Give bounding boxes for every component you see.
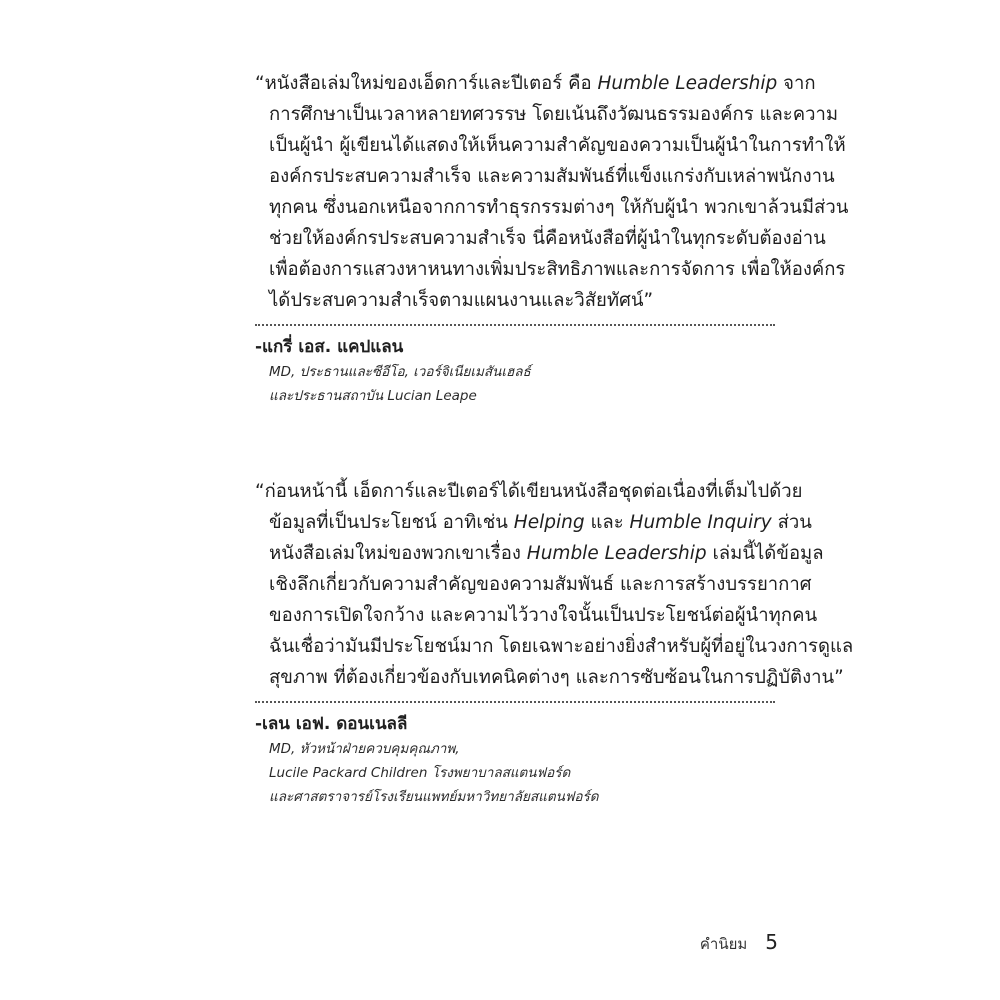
author-affiliation: และประธานสถาบัน Lucian Leape xyxy=(269,388,477,404)
page-number: 5 xyxy=(765,930,778,954)
quote-line: ช่วยให้องค์กรประสบความสำเร็จ นี่คือหนังสือที่ผู้นำในทุกระดับต้องอ่าน xyxy=(269,228,826,249)
testimonial-quote xyxy=(255,476,854,693)
testimonial-author: -เลน เอฟ. ดอนเนลลี xyxy=(255,714,408,734)
quote-line: ได้ประสบความสำเร็จตามแผนงานและวิสัยทัศน์” xyxy=(269,290,654,311)
quote-line: หนังสือเล่มใหม่ของพวกเขาเรื่อง Humble Leadership เล่มนี้ได้ข้อมูล xyxy=(269,543,824,564)
book-title: Humble Leadership xyxy=(597,73,778,94)
book-title: Humble Leadership xyxy=(526,543,707,564)
book-title: Helping xyxy=(513,512,585,533)
quote-line: ทุกคน ซึ่งนอกเหนือจากการทำธุรกรรมต่างๆ ให้กับผู้นำ พวกเขาล้วนมีส่วน xyxy=(269,197,849,218)
quote-line: สุขภาพ ที่ต้องเกี่ยวข้องกับเทคนิคต่างๆ และการซับซ้อนในการปฏิบัติงาน” xyxy=(269,667,844,688)
dotted-divider xyxy=(255,701,775,703)
quote-line: เป็นผู้นำ ผู้เขียนได้แสดงให้เห็นความสำคัญของความเป็นผู้นำในการทำให้ xyxy=(269,135,846,156)
dotted-divider xyxy=(255,324,775,326)
quote-line: ข้อมูลที่เป็นประโยชน์ อาทิเช่น Helping และ Humble Inquiry ส่วน xyxy=(269,512,812,533)
testimonial-quote xyxy=(255,68,849,316)
author-affiliation: Lucile Packard Children โรงพยาบาลสแตนฟอร์ด xyxy=(269,765,571,781)
quote-line: ของการเปิดใจกว้าง และความไว้วางใจนั้นเป็นประโยชน์ต่อผู้นำทุกคน xyxy=(269,605,818,626)
quote-line: องค์กรประสบความสำเร็จ และความสัมพันธ์ที่แข็งแกร่งกับเหล่าพนักงาน xyxy=(269,166,835,187)
quote-line: การศึกษาเป็นเวลาหลายทศวรรษ โดยเน้นถึงวัฒนธรรมองค์กร และความ xyxy=(269,104,839,125)
section-title: คำนิยม xyxy=(699,935,748,953)
author-affiliation: MD, ประธานและซีอีโอ, เวอร์จิเนียเมสันเฮลธ์ xyxy=(269,364,531,380)
author-affiliation: MD, หัวหน้าฝ่ายควบคุมคุณภาพ, xyxy=(269,741,460,757)
testimonial-2 xyxy=(255,476,854,809)
testimonial-author: -แกรี่ เอส. แคปแลน xyxy=(255,337,404,357)
testimonial-1 xyxy=(255,68,849,408)
page-footer xyxy=(700,930,778,956)
quote-line: “หนังสือเล่มใหม่ของเอ็ดการ์และปีเตอร์ คือ Humble Leadership จาก xyxy=(255,73,816,94)
quote-line: เพื่อต้องการแสวงหาหนทางเพิ่มประสิทธิภาพและการจัดการ เพื่อให้องค์กร xyxy=(269,259,846,280)
author-affiliation: และศาสตราจารย์โรงเรียนแพทย์มหาวิทยาลัยสแตนฟอร์ด xyxy=(269,789,599,805)
book-title: Humble Inquiry xyxy=(629,512,772,533)
quote-line: ฉันเชื่อว่ามันมีประโยชน์มาก โดยเฉพาะอย่างยิ่งสำหรับผู้ที่อยู่ในวงการดูแล xyxy=(269,636,854,657)
quote-line: เชิงลึกเกี่ยวกับความสำคัญของความสัมพันธ์ และการสร้างบรรยากาศ xyxy=(269,574,812,595)
quote-line: “ก่อนหน้านี้ เอ็ดการ์และปีเตอร์ได้เขียนหนังสือชุดต่อเนื่องที่เต็มไปด้วย xyxy=(255,481,803,502)
